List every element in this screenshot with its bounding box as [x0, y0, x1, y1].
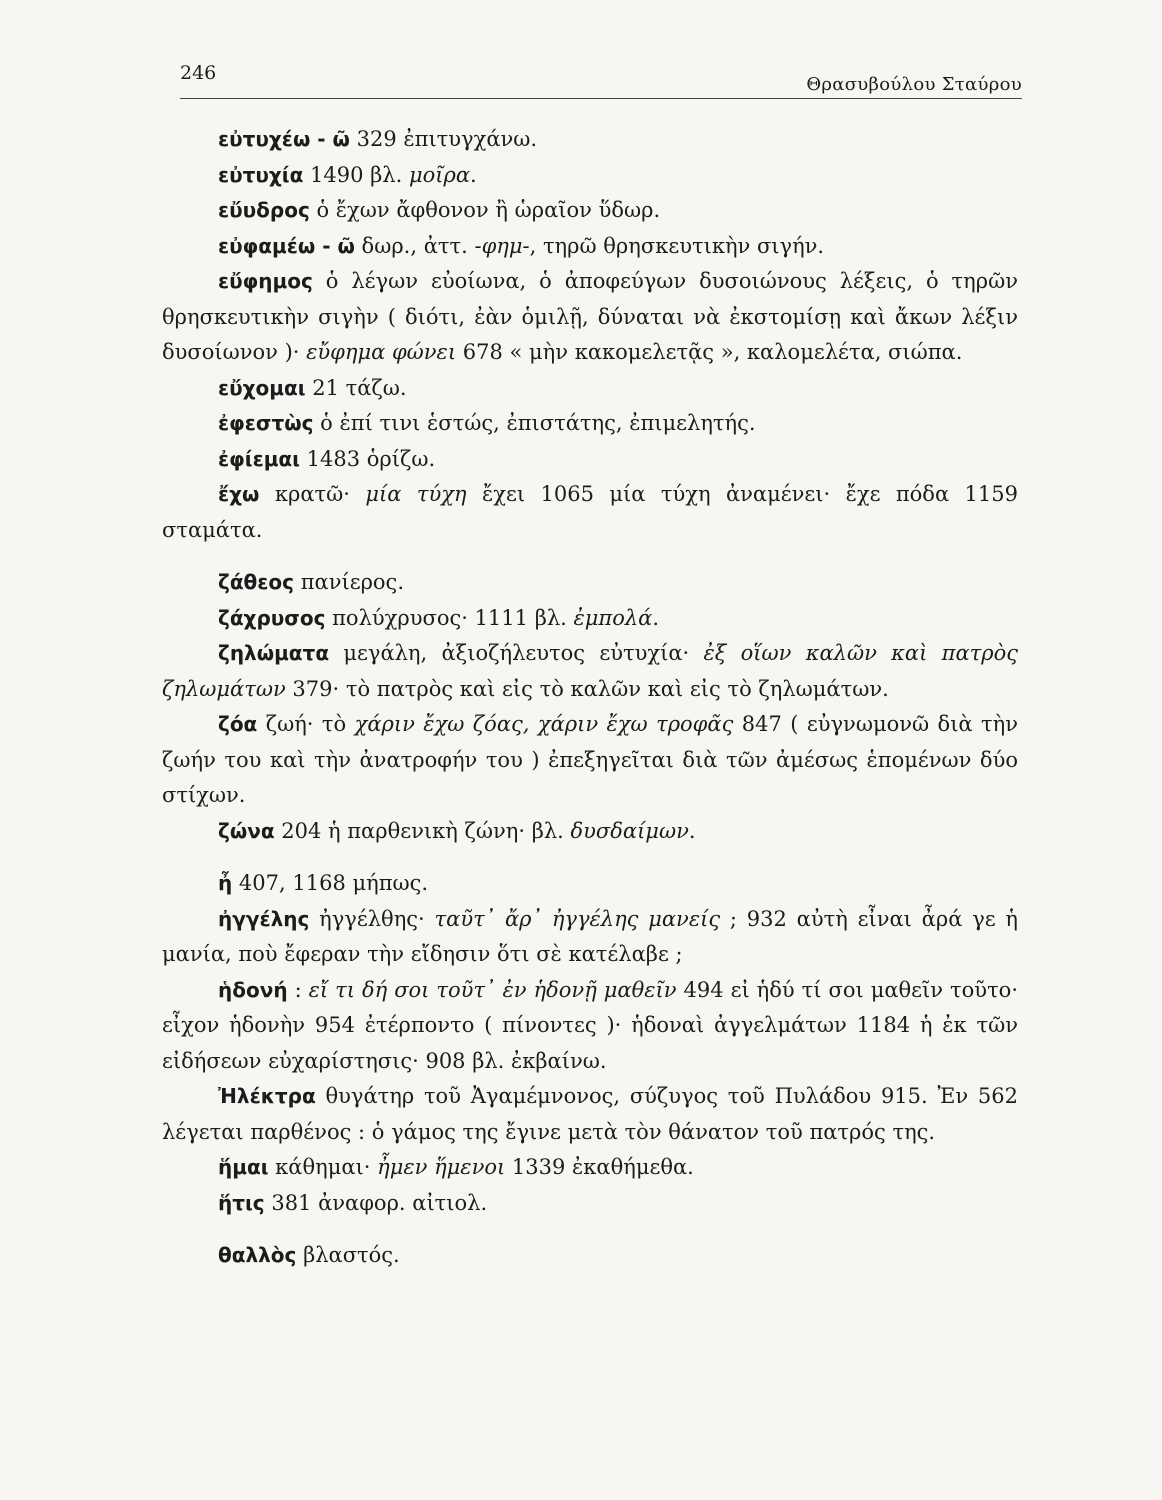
- page-header: [180, 58, 1022, 99]
- glossary-entry: [162, 193, 1018, 229]
- entry-quotation: ἦμεν ἥμενοι: [377, 1155, 506, 1179]
- entry-definition-cont: 678 « μὴν κακομελετᾷς », καλομελέτα, σιώπα.: [456, 340, 963, 364]
- entry-definition: ζωή· τὸ: [257, 712, 355, 736]
- entry-definition: κάθημαι·: [268, 1155, 378, 1179]
- entry-headword: ζώνα: [218, 818, 275, 843]
- entry-headword: ἦ: [218, 871, 233, 895]
- entry-definition: 381 ἀναφορ. αἰτιολ.: [264, 1190, 488, 1215]
- entry-quotation: μοῖρα: [408, 162, 471, 187]
- entry-definition: 329 ἐπιτυγχάνω.: [349, 127, 538, 151]
- entry-definition: πανίερος.: [294, 570, 404, 594]
- entry-headword: εὔφημος: [218, 269, 313, 293]
- entry-quotation: χάριν ἔχω ζόας, χάριν ἔχω τροφᾶς: [354, 712, 734, 736]
- entry-headword: εὐφαμέω - ῶ: [218, 233, 355, 258]
- glossary-entries: [162, 122, 1018, 1274]
- entry-definition-cont: .: [688, 818, 696, 843]
- entry-quotation: ταῦτ᾽ ἄρ᾽ ἠγγέλης μανείς: [434, 906, 721, 931]
- entry-definition: δωρ., ἀττ.: [354, 233, 475, 258]
- entry-definition-cont: 847 ( εὐγνωμονῶ διὰ τὴν ζωήν του καὶ τὴν ἀνατροφήν του ) ἐπεξηγεῖται διὰ τῶν ἀμέσως ἑπομένων δύο στίχων.: [162, 712, 1018, 807]
- glossary-entry: [162, 902, 1018, 973]
- entry-definition: ἠγγέλθης·: [309, 906, 435, 931]
- entry-quotation: μία τύχη: [365, 482, 467, 506]
- entry-quotation: ἐμπολά: [573, 605, 653, 630]
- glossary-entry: [162, 601, 1018, 637]
- entry-definition-cont: ἔχει 1065 μία τύχη ἀναμένει· ἔχε πόδα 1159 σταμάτα.: [162, 482, 1019, 542]
- entry-headword: ζάχρυσος: [218, 605, 326, 630]
- entry-definition: ὁ ἐπί τινι ἑστώς, ἐπιστάτης, ἐπιμελητής.: [313, 411, 756, 435]
- glossary-entry: [162, 442, 1018, 478]
- entry-definition: πολύχρυσος· 1111 βλ.: [325, 605, 574, 630]
- entry-definition-cont: 379· τὸ πατρὸς καὶ εἰς τὸ καλῶν καὶ εἰς τὸ ζηλωμάτων.: [285, 676, 889, 701]
- page-number: 246: [180, 62, 217, 84]
- entry-definition-cont: 494 εἰ ἡδύ τί σοι μαθεῖν τοῦτο· εἶχον ἡδονὴν 954 ἐτέρποντο ( πίνοντες )· ἡδοναὶ ἀγγελμάτων 1184 ἡ ἐκ τῶν εἰδήσεων εὐχαρίστησις· 908 βλ. ἐκβαίνω.: [162, 977, 1019, 1073]
- glossary-entry: [162, 636, 1018, 707]
- entry-headword: ἡδονή: [218, 977, 288, 1002]
- entry-headword: ἐφεστὼς: [218, 411, 314, 435]
- glossary-entry: [162, 1150, 1018, 1186]
- glossary-entry: [162, 1186, 1018, 1222]
- entry-headword: εὔυδρος: [218, 198, 310, 222]
- entry-definition: 1483 ὁρίζω.: [299, 446, 436, 471]
- entry-definition: θυγάτηρ τοῦ Ἀγαμέμνονος, σύζυγος τοῦ Πυλάδου 915. Ἐν 562 λέγεται παρθένος : ὁ γάμος της ἔγινε μετὰ τὸν θάνατον τοῦ πατρός της.: [162, 1084, 1018, 1144]
- entry-headword: Ἠλέκτρα: [218, 1084, 316, 1108]
- entry-quotation: εἴ τι δή σοι τοῦτ᾽ ἐν ἡδονῇ μαθεῖν: [308, 977, 677, 1002]
- glossary-entry: [162, 229, 1018, 265]
- glossary-entry: [162, 866, 1018, 902]
- entry-headword: εὐτυχία: [218, 162, 304, 187]
- entry-headword: ἥμαι: [218, 1155, 269, 1179]
- entry-headword: ἠγγέλης: [218, 906, 310, 931]
- entry-headword: θαλλὸς: [218, 1243, 297, 1267]
- entry-definition: βλαστός.: [296, 1243, 400, 1267]
- glossary-entry: [162, 973, 1018, 1080]
- entry-definition: 1490 βλ.: [303, 162, 409, 187]
- entry-quotation: δυσδαίμων: [570, 818, 689, 843]
- entry-definition: ὁ λέγων εὐοίωνα, ὁ ἀποφεύγων δυσοιώνους λέξεις, ὁ τηρῶν θρησκευτικὴν σιγὴν ( διότι, ἐὰν ὁμιλῇ, δύναται νὰ ἐκστομίσῃ καὶ ἄκων λέξιν δυσοίωνον )·: [162, 269, 1018, 364]
- entry-headword: εὐτυχέω - ῶ: [218, 127, 350, 151]
- entry-headword: ζόα: [218, 712, 258, 736]
- glossary-entry: [162, 406, 1018, 442]
- glossary-entry: [162, 707, 1018, 814]
- glossary-entry: [162, 1238, 1018, 1274]
- entry-definition: μεγάλη, ἀξιοζήλευτος εὐτυχία·: [329, 641, 704, 665]
- entry-definition: :: [287, 977, 309, 1002]
- glossary-entry: [162, 264, 1018, 371]
- glossary-entry: [162, 814, 1018, 850]
- entry-definition-cont: ; 932 αὐτὴ εἶναι ἆρά γε ἡ μανία, ποὺ ἔφεραν τὴν εἴδησιν ὅτι σὲ κατέλαβε ;: [162, 906, 1019, 966]
- entry-headword: ἥτις: [218, 1190, 265, 1215]
- entry-definition: ὁ ἔχων ἄφθονον ἢ ὡραῖον ὕδωρ.: [309, 198, 661, 222]
- entry-quotation: εὔφημα φώνει: [306, 340, 457, 364]
- glossary-entry: [162, 477, 1018, 548]
- entry-definition-cont: , τηρῶ θρησκευτικὴν σιγήν.: [529, 233, 825, 258]
- running-head: Θρασυβούλου Σταύρου: [806, 74, 1022, 95]
- glossary-entry: [162, 158, 1018, 194]
- entry-definition-cont: .: [652, 605, 660, 630]
- glossary-entry: [162, 371, 1018, 407]
- entry-definition: 407, 1168 μήπως.: [232, 871, 429, 895]
- entry-definition-cont: 1339 ἐκαθήμεθα.: [505, 1155, 694, 1179]
- glossary-entry: [162, 122, 1018, 158]
- entry-quotation: ἐξ οἵων καλῶν καὶ πατρὸς ζηλωμάτων: [162, 641, 1018, 701]
- entry-definition: 21 τάζω.: [305, 375, 407, 400]
- entry-headword: ἔχω: [218, 482, 260, 506]
- entry-headword: ζηλώματα: [218, 641, 330, 665]
- glossary-entry: [162, 1079, 1018, 1150]
- entry-headword: ζάθεος: [218, 570, 295, 594]
- entry-headword: ἐφίεμαι: [218, 446, 300, 471]
- entry-headword: εὔχομαι: [218, 375, 306, 400]
- glossary-entry: [162, 565, 1018, 601]
- entry-quotation: -φημ-: [474, 233, 530, 258]
- entry-definition: κρατῶ·: [259, 482, 366, 506]
- entry-definition: 204 ἡ παρθενικὴ ζώνη· βλ.: [274, 818, 571, 843]
- entry-definition-cont: .: [470, 162, 477, 187]
